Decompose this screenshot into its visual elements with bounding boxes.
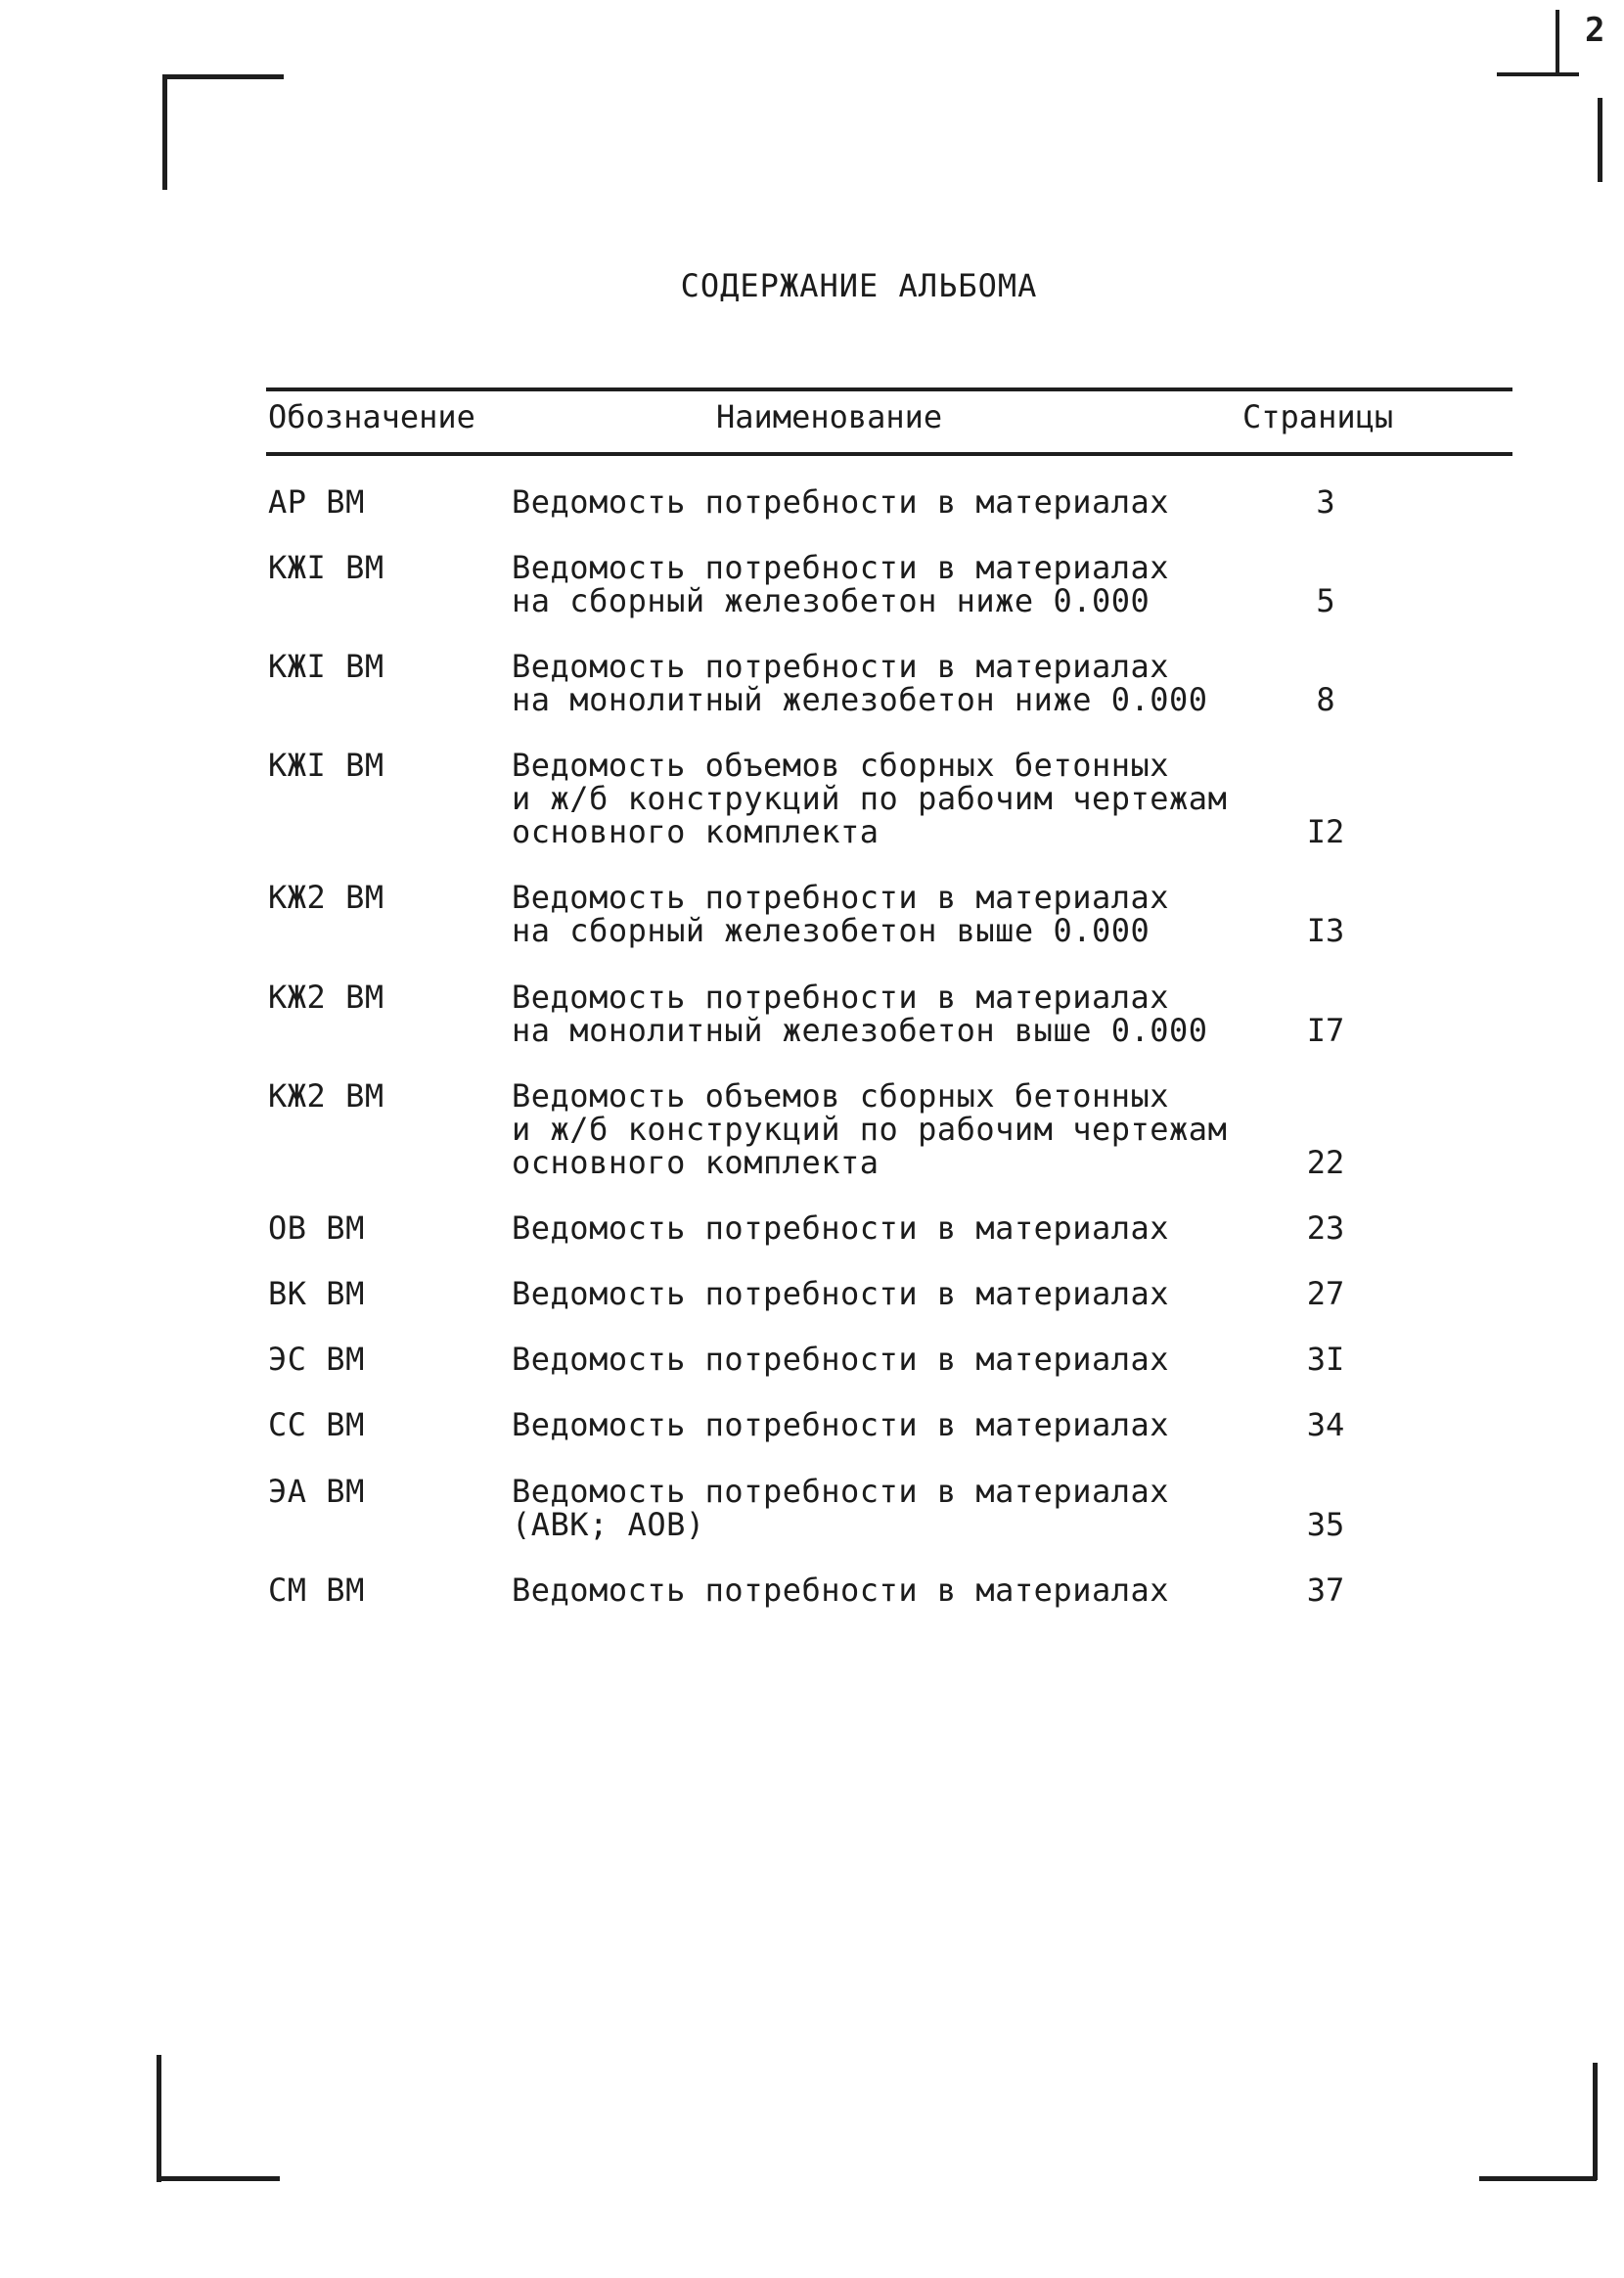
row-code: КЖI ВМ xyxy=(268,747,384,784)
row-name xyxy=(512,1475,1294,1541)
header-pages: Страницы xyxy=(1242,398,1394,435)
frame-corner-bottom-left-horizontal xyxy=(157,2176,280,2181)
row-code: КЖI ВМ xyxy=(268,549,384,586)
frame-corner-top-right-horizontal xyxy=(1497,72,1579,76)
row-name xyxy=(512,1573,1294,1607)
row-name-line: (АВК; АОВ) xyxy=(512,1506,705,1543)
row-code: АР ВМ xyxy=(268,483,365,521)
header-name: Наименование xyxy=(716,398,943,435)
row-code: КЖ2 ВМ xyxy=(268,879,384,916)
frame-corner-bottom-right-vertical xyxy=(1593,2063,1598,2180)
row-name-line: Ведомость объемов сборных бетонных xyxy=(512,747,1170,784)
row-name xyxy=(512,881,1294,947)
table-top-rule xyxy=(266,387,1512,391)
row-page: 3I xyxy=(1306,1341,1345,1378)
row-name xyxy=(512,1277,1294,1310)
page-number: 2 xyxy=(1585,11,1605,50)
row-code: ВК ВМ xyxy=(268,1275,365,1312)
row-name xyxy=(512,749,1294,848)
row-name-line: основного комплекта xyxy=(512,813,880,850)
row-code: СМ ВМ xyxy=(268,1572,365,1609)
row-code: КЖ2 ВМ xyxy=(268,1077,384,1115)
row-page: 23 xyxy=(1306,1209,1345,1247)
row-name xyxy=(512,551,1294,617)
row-name-line: Ведомость объемов сборных бетонных xyxy=(512,1077,1170,1115)
row-code: КЖI ВМ xyxy=(268,648,384,685)
row-name-line: на сборный железобетон выше 0.000 xyxy=(512,912,1150,949)
row-page: 37 xyxy=(1306,1572,1345,1609)
row-page: I7 xyxy=(1306,1012,1345,1049)
row-page: 22 xyxy=(1306,1144,1345,1181)
row-name-line: Ведомость потребности в материалах xyxy=(512,1473,1170,1510)
row-name-line: и ж/б конструкций по рабочим чертежам xyxy=(512,780,1228,817)
row-name-line: на монолитный железобетон выше 0.000 xyxy=(512,1012,1208,1049)
row-name-line: и ж/б конструкций по рабочим чертежам xyxy=(512,1111,1228,1148)
row-name xyxy=(512,1343,1294,1376)
row-name-line: Ведомость потребности в материалах xyxy=(512,1572,1170,1609)
frame-corner-bottom-right-horizontal xyxy=(1479,2176,1597,2181)
row-name-line: Ведомость потребности в материалах xyxy=(512,549,1170,586)
row-page: 34 xyxy=(1306,1406,1345,1443)
row-name-line: Ведомость потребности в материалах xyxy=(512,648,1170,685)
row-code: ЭС ВМ xyxy=(268,1341,365,1378)
row-name xyxy=(512,980,1294,1047)
row-code: СС ВМ xyxy=(268,1406,365,1443)
row-page: 8 xyxy=(1316,681,1335,718)
row-page: 27 xyxy=(1306,1275,1345,1312)
row-name-line: Ведомость потребности в материалах xyxy=(512,1406,1170,1443)
row-page: 3 xyxy=(1316,483,1335,521)
row-page: I3 xyxy=(1306,912,1345,949)
row-code: ЭА ВМ xyxy=(268,1473,365,1510)
row-name-line: основного комплекта xyxy=(512,1144,880,1181)
row-name-line: Ведомость потребности в материалах xyxy=(512,979,1170,1016)
row-name-line: Ведомость потребности в материалах xyxy=(512,1275,1170,1312)
frame-corner-top-right-tick xyxy=(1556,10,1559,74)
row-name-line: на сборный железобетон ниже 0.000 xyxy=(512,582,1150,619)
page-title: СОДЕРЖАНИЕ АЛЬБОМА xyxy=(680,267,1038,304)
row-page: I2 xyxy=(1306,813,1345,850)
row-name xyxy=(512,1079,1294,1179)
row-code: ОВ ВМ xyxy=(268,1209,365,1247)
frame-corner-top-right-vertical xyxy=(1598,98,1602,182)
row-name-line: Ведомость потребности в материалах xyxy=(512,1341,1170,1378)
frame-corner-top-left-horizontal xyxy=(162,74,284,79)
row-name-line: Ведомость потребности в материалах xyxy=(512,1209,1170,1247)
row-name xyxy=(512,1408,1294,1441)
row-name xyxy=(512,1211,1294,1245)
row-name-line: Ведомость потребности в материалах xyxy=(512,483,1170,521)
row-name-line: Ведомость потребности в материалах xyxy=(512,879,1170,916)
frame-corner-bottom-left-vertical xyxy=(157,2055,161,2182)
row-code: КЖ2 ВМ xyxy=(268,979,384,1016)
row-page: 5 xyxy=(1316,582,1335,619)
row-page: 35 xyxy=(1306,1506,1345,1543)
row-name-line: на монолитный железобетон ниже 0.000 xyxy=(512,681,1208,718)
table-header-rule xyxy=(266,452,1512,456)
header-code: Обозначение xyxy=(268,398,475,435)
frame-corner-top-left-vertical xyxy=(162,74,167,190)
row-name xyxy=(512,650,1294,716)
row-name xyxy=(512,485,1294,519)
